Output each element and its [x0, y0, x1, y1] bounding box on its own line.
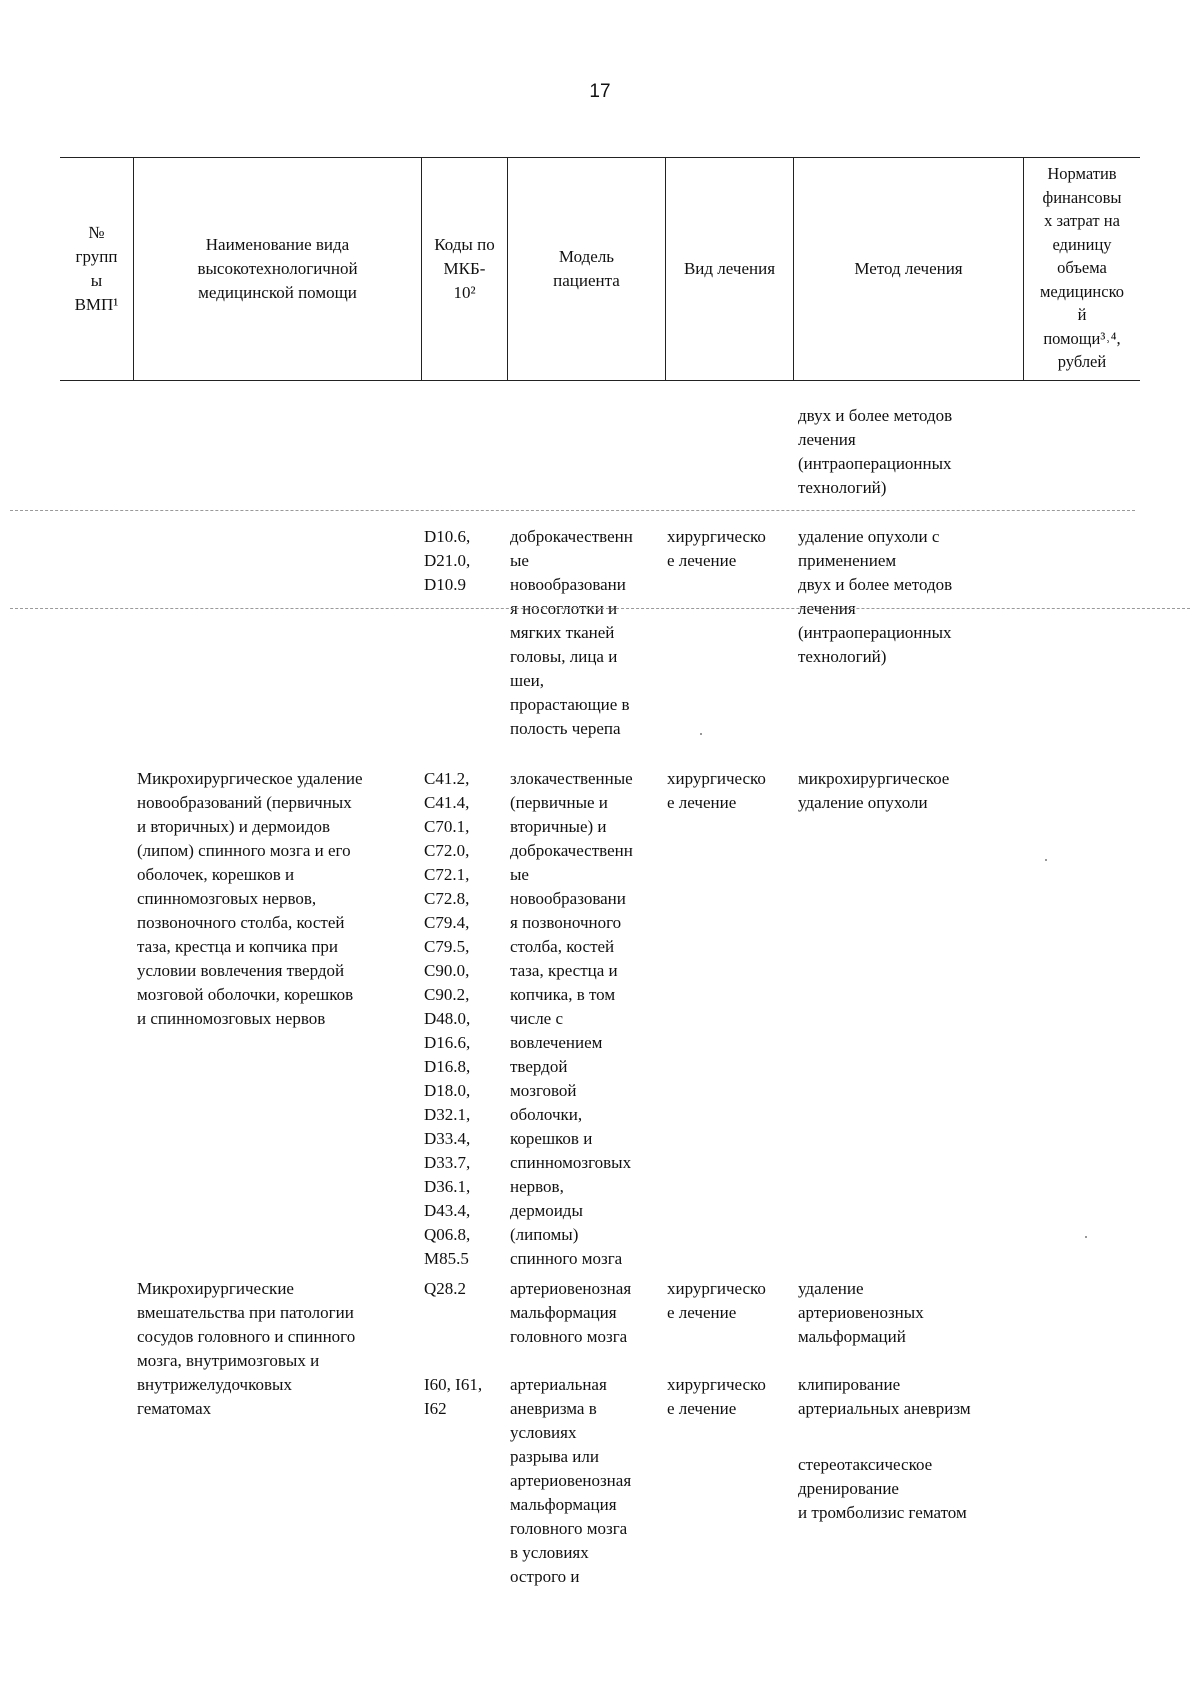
row-divider-dashed: [10, 608, 1190, 609]
row1-patient-model: доброкачественн ые новообразовани я носоглотки и мягких тканей головы, лица и шеи, прорастающие в полость черепа: [510, 527, 633, 738]
scan-speck: [1045, 859, 1047, 861]
header-treatment-method: Метод лечения: [793, 158, 1023, 380]
header-cost-standard: Норматив финансовы х затрат на единицу объема медицинско й помощи³˒⁴, рублей: [1023, 158, 1140, 380]
row2-patient-model: злокачественные (первичные и вторичные) и доброкачественн ые новообразовани я позвоночного столба, костей таза, крестца и копчика, в том числе с вовлечением твердой мозговой оболочки, корешков и спинномозговых нервов, дермоиды (липомы) спинного мозга: [510, 769, 633, 1268]
row3-care-type-name: Микрохирургические вмешательства при патологии сосудов головного и спинного мозга, внутримозговых и внутрижелудочковых гематомах: [137, 1279, 356, 1418]
row-divider-dashed: [10, 510, 1135, 511]
row2-treatment-type: хирургическо е лечение: [667, 769, 766, 812]
row3-codes: Q28.2: [424, 1279, 467, 1298]
row4-method-clipping: клипирование артериальных аневризм: [798, 1375, 971, 1418]
header-group-number: № групп ы ВМП¹: [74, 223, 119, 314]
header-treatment-type: Вид лечения: [665, 158, 793, 380]
row4-codes: I60, I61, I62: [424, 1375, 483, 1418]
row4-method-stereotactic: стереотаксическое дренирование и тромболизис гематом: [798, 1455, 967, 1522]
table-header: [60, 157, 1140, 381]
row4-treatment-type: хирургическо е лечение: [667, 1375, 766, 1418]
header-icd-codes: Коды по МКБ- 10²: [421, 158, 507, 380]
row2-codes: C41.2, C41.4, C70.1, C72.0, C72.1, C72.8, C79.4, C79.5, C90.0, C90.2, D48.0, D16.6, D16.8, D18.0, D32.1, D33.4, D33.7, D36.1, D43.4, Q06.8, M85.5: [424, 769, 471, 1268]
row3-treatment-type: хирургическо е лечение: [667, 1279, 766, 1322]
header-patient-model: Модель пациента: [507, 158, 665, 380]
row2-care-type-name: Микрохирургическое удаление новообразований (первичных и вторичных) и дермоидов (липом) спинного мозга и его оболочек, корешков и спинномозговых нервов, позвоночного столба, костей таза, крестца и копчика при условии вовлечения твердой мозговой оболочки, корешков и спинномозговых нервов: [137, 769, 363, 1028]
row3-method: удаление артериовенозных мальформаций: [798, 1279, 924, 1346]
row1-method: удаление опухоли с применением двух и более методов лечения (интраоперационных технологий): [798, 527, 953, 666]
scan-speck: [700, 733, 702, 735]
scan-speck: [1085, 1236, 1087, 1238]
row4-patient-model: артериальная аневризма в условиях разрыва или артериовенозная мальформация головного мозга в условиях острого и: [510, 1375, 632, 1586]
row1-treatment-type: хирургическо е лечение: [667, 527, 766, 570]
row2-method: микрохирургическое удаление опухоли: [798, 769, 950, 812]
row0-method: двух и более методов лечения (интраоперационных технологий): [798, 406, 953, 497]
header-care-type-name: Наименование вида высокотехнологичной медицинской помощи: [133, 158, 421, 380]
page-number: 17: [589, 81, 611, 102]
row3-patient-model: артериовенозная мальформация головного мозга: [510, 1279, 632, 1346]
row1-codes: D10.6, D21.0, D10.9: [424, 527, 471, 594]
